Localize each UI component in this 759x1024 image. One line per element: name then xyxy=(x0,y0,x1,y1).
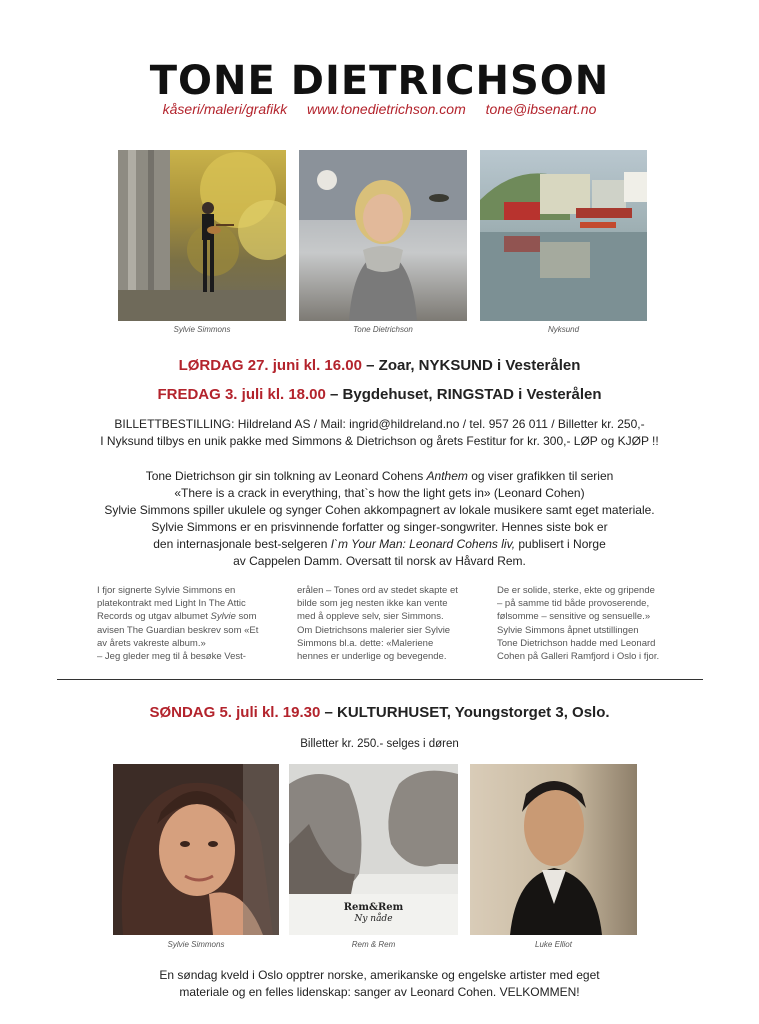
footer-line: En søndag kveld i Oslo opptrer norske, amerikanske og engelske artister med eget xyxy=(159,968,600,982)
photo-caption: Luke Elliot xyxy=(535,940,572,949)
contact-line xyxy=(0,101,759,117)
event-place: – Bygdehuset, RINGSTAD i Vesterålen xyxy=(325,386,602,403)
page-title: TONE DIETRICHSON xyxy=(149,58,610,104)
event-date: SØNDAG 5. juli kl. 19.30 xyxy=(149,704,321,721)
album-title: Rem&Rem xyxy=(343,902,404,913)
description-line: av Cappelen Damm. Oversatt til norsk av Håvard Rem. xyxy=(233,554,526,568)
column-3: De er solide, sterke, ekte og gripende – på samme tid både provoserende, følsomme – sensitive og sensuelle.» Sylvie Simmons åpnet utstillingen Tone Dietrichson hadde med Leonard Cohen på Galleri Ramfjord i Oslo i fjor. xyxy=(497,585,660,663)
album-subtitle: Ny nåde xyxy=(354,914,393,924)
divider xyxy=(57,679,703,680)
footer-text xyxy=(0,967,759,1001)
package-offer: I Nyksund tilbys en unik pakke med Simmons & Dietrichson og årets Festitur for kr. 300,- LØP og KJØP !! xyxy=(100,434,659,448)
photo-sylvie-simmons xyxy=(118,150,286,321)
description-line: Tone Dietrichson gir sin tolkning av Leonard Cohens Anthem og viser grafikken til serien xyxy=(145,469,614,483)
tagline: kåseri/maleri/grafikk xyxy=(162,101,288,117)
column-1: I fjor signerte Sylvie Simmons en platekontrakt med Light In The Attic Records og utgav albumet Sylvie som avisen The Guardian beskrev som «Et av årets vakreste album.» – Jeg gleder meg til å besøke Vest- xyxy=(97,585,259,663)
photo-nyksund xyxy=(480,150,647,321)
booking-line: BILLETTBESTILLING: Hildreland AS / Mail: ingrid@hildreland.no / tel. 957 26 011 / Billetter kr. 250,- xyxy=(114,417,645,431)
event-date: FREDAG 3. juli kl. 18.00 xyxy=(157,386,326,403)
description xyxy=(0,468,759,570)
photo-caption: Rem & Rem xyxy=(351,940,396,949)
description-line: Sylvie Simmons er en prisvinnende forfatter og singer-songwriter. Hennes siste bok er xyxy=(151,520,608,534)
event-nyksund xyxy=(0,357,759,374)
event-date: LØRDAG 27. juni kl. 16.00 xyxy=(178,357,362,374)
column-2: erålen – Tones ord av stedet skapte et bilde som jeg nesten ikke kan vente med å oppleve selv, sier Simmons. Om Dietrichsons malerier sier Sylvie Simmons bl.a. dette: «Maleriene hennes er underlige og bevegende. xyxy=(297,585,458,663)
event-place: – KULTURHUSET, Youngstorget 3, Oslo. xyxy=(320,704,610,721)
event-ringstad xyxy=(0,386,759,403)
photo-sylvie-simmons-portrait xyxy=(113,764,279,935)
album-cover-rem-rem xyxy=(289,764,458,935)
event-oslo xyxy=(0,704,759,721)
oslo-tickets: Billetter kr. 250.- selges i døren xyxy=(300,738,459,750)
event-place: – Zoar, NYKSUND i Vesterålen xyxy=(361,357,581,374)
booking-info xyxy=(0,416,759,450)
photo-luke-elliot xyxy=(470,764,637,935)
photo-caption: Tone Dietrichson xyxy=(353,325,413,334)
description-line: Sylvie Simmons spiller ukulele og synger Cohen akkompagnert av lokale musikere samt eget materiale. xyxy=(104,503,655,517)
email-link[interactable]: tone@ibsenart.no xyxy=(485,101,597,117)
photo-caption: Sylvie Simmons xyxy=(167,940,225,949)
description-line: den internasjonale best-selgeren I`m Your Man: Leonard Cohens liv, publisert i Norge xyxy=(153,537,606,551)
description-line: «There is a crack in everything, that`s how the light gets in» (Leonard Cohen) xyxy=(174,486,585,500)
footer-line: materiale og en felles lidenskap: sanger av Leonard Cohen. VELKOMMEN! xyxy=(179,985,580,999)
photo-caption: Nyksund xyxy=(547,325,580,334)
photo-caption: Sylvie Simmons xyxy=(173,325,231,334)
website-link[interactable]: www.tonedietrichson.com xyxy=(307,101,466,117)
photo-tone-dietrichson xyxy=(299,150,467,321)
